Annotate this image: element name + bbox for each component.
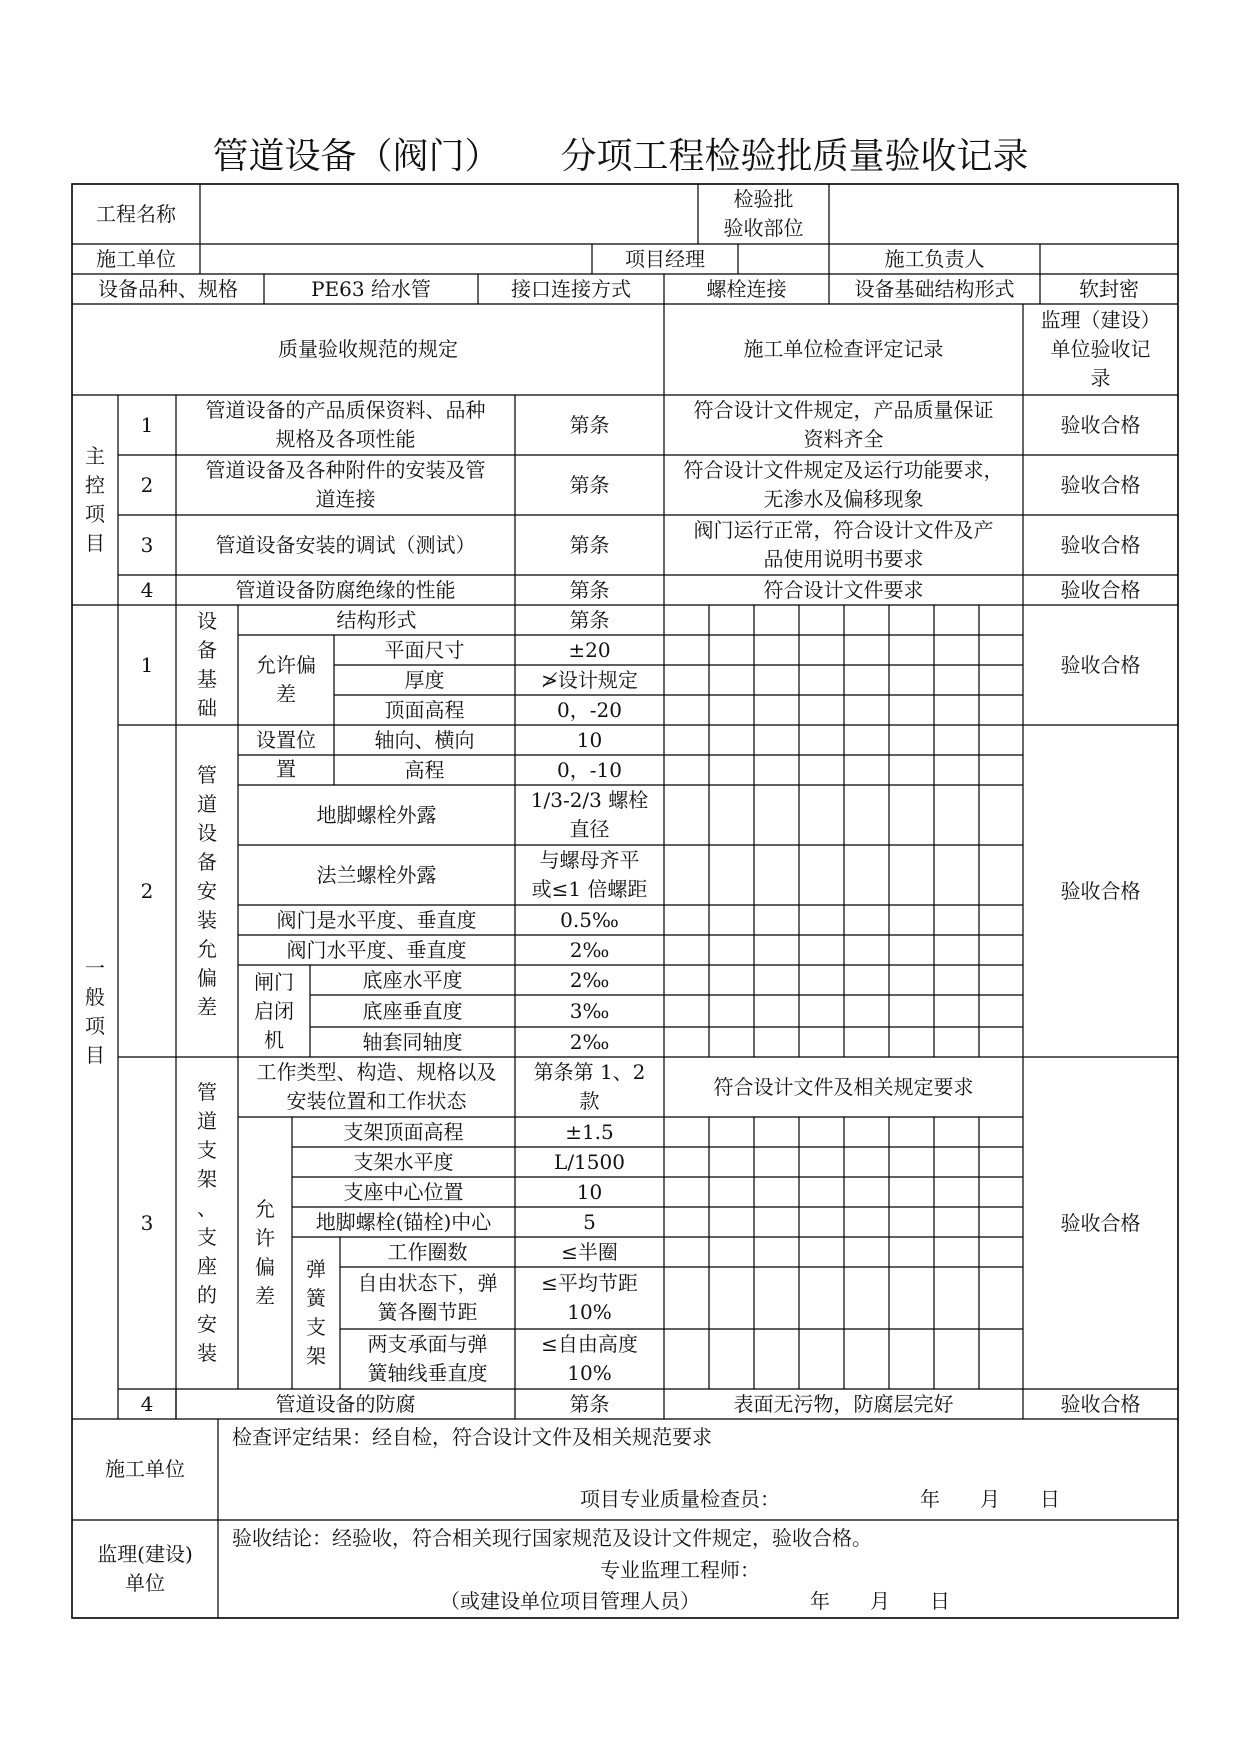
equipment-label: 设备品种、规格 bbox=[98, 276, 238, 301]
s3-spring-item-3-value: ≤自由高度 10% bbox=[541, 1332, 638, 1385]
s2-pos-item-2-value: 0，-10 bbox=[557, 757, 622, 782]
main-group-label: 主 控 项 目 bbox=[85, 444, 105, 555]
s2-result: 验收合格 bbox=[1060, 878, 1141, 903]
footer-construction-label: 施工单位 bbox=[105, 1457, 185, 1481]
main-row-3-result: 验收合格 bbox=[1060, 532, 1141, 557]
foundation-value: 软封密 bbox=[1079, 276, 1139, 301]
project-manager-label: 项目经理 bbox=[625, 246, 705, 271]
s2-gate-item-2-value: 3‰ bbox=[569, 998, 610, 1023]
s2-gate-label: 闸门 启闭 机 bbox=[254, 969, 294, 1052]
general-group-label: 一 般 项 目 bbox=[85, 956, 105, 1067]
s3-item-4-name: 地脚螺栓(锚栓)中心 bbox=[315, 1209, 492, 1234]
main-row-2-record: 符合设计文件规定及运行功能要求， 无渗水及偏移现象 bbox=[683, 458, 1004, 511]
main-row-4-clause: 第条 bbox=[569, 577, 610, 602]
footer-supervision-label: 监理(建设) 单位 bbox=[97, 1542, 193, 1595]
s3-spring-item-3-name: 两支承面与弹 簧轴线垂直度 bbox=[367, 1332, 488, 1385]
s2-position-label: 设置位 置 bbox=[256, 728, 316, 781]
footer-construction-result: 检查评定结果：经自检，符合设计文件及相关规范要求 bbox=[232, 1424, 712, 1449]
s3-item-3-name: 支座中心位置 bbox=[343, 1179, 464, 1204]
column-spec-header: 质量验收规范的规定 bbox=[278, 337, 458, 361]
s2-item-1-value: 1/3-2/3 螺栓 直径 bbox=[530, 788, 649, 841]
project-name-label: 工程名称 bbox=[96, 201, 176, 226]
s1-structure-clause: 第条 bbox=[569, 607, 610, 632]
main-row-3-record: 阀门运行正常，符合设计文件及产 品使用说明书要求 bbox=[693, 518, 994, 571]
s2-item-2-value: 与螺母齐平 或≤1 倍螺距 bbox=[531, 848, 648, 901]
s1-item-1-value: ±20 bbox=[568, 637, 611, 662]
s3-deviation-label: 允 许 偏 差 bbox=[255, 1197, 275, 1308]
general-s1-no: 1 bbox=[140, 652, 154, 677]
s2-item-1-name: 地脚螺栓外露 bbox=[316, 802, 437, 827]
footer-engineer-label: 专业监理工程师： bbox=[600, 1557, 760, 1582]
s3-work-record: 符合设计文件及相关规定要求 bbox=[713, 1074, 974, 1099]
s3-item-4-value: 5 bbox=[583, 1209, 596, 1234]
main-row-1-item: 管道设备的产品质保资料、品种 规格及各项性能 bbox=[205, 398, 486, 451]
general-s1-category: 设 备 基 础 bbox=[197, 609, 217, 720]
main-row-3-clause: 第条 bbox=[569, 532, 610, 557]
s2-item-3-name: 阀门是水平度、垂直度 bbox=[276, 907, 477, 932]
footer-date-1: 年 月 日 bbox=[920, 1486, 1060, 1511]
main-row-4-item: 管道设备防腐绝缘的性能 bbox=[235, 577, 456, 602]
s3-item-3-value: 10 bbox=[576, 1179, 603, 1204]
s3-spring-label: 弹 簧 支 架 bbox=[306, 1257, 326, 1368]
s3-item-2-value: L/1500 bbox=[554, 1149, 625, 1174]
s2-gate-item-1-value: 2‰ bbox=[569, 967, 610, 992]
s3-item-1-value: ±1.5 bbox=[565, 1119, 614, 1144]
main-row-2-clause: 第条 bbox=[569, 472, 610, 497]
s1-structure-label: 结构形式 bbox=[336, 607, 417, 632]
s3-spring-item-1-value: ≤半圈 bbox=[561, 1239, 618, 1264]
s2-item-2-name: 法兰螺栓外露 bbox=[316, 862, 437, 887]
joint-label: 接口连接方式 bbox=[511, 276, 631, 301]
s2-pos-item-2-name: 高程 bbox=[404, 757, 445, 782]
inspection-lot-field[interactable] bbox=[829, 184, 1178, 244]
main-row-2-no: 2 bbox=[140, 472, 154, 497]
main-row-4-result: 验收合格 bbox=[1060, 577, 1141, 602]
s3-spring-item-2-name: 自由状态下，弹 簧各圈节距 bbox=[357, 1271, 498, 1324]
footer-date-2: 年 月 日 bbox=[810, 1588, 950, 1613]
s3-item-1-name: 支架顶面高程 bbox=[343, 1119, 464, 1144]
main-row-2-result: 验收合格 bbox=[1060, 472, 1141, 497]
s3-item-2-name: 支架水平度 bbox=[353, 1149, 454, 1174]
s4-item: 管道设备的防腐 bbox=[275, 1391, 416, 1416]
s1-result: 验收合格 bbox=[1060, 652, 1141, 677]
s1-item-2-value: ≯设计规定 bbox=[541, 667, 638, 692]
title-part2: 分项工程检验批质量验收记录 bbox=[560, 136, 1029, 177]
footer-owner-label: （或建设单位项目管理人员） bbox=[440, 1588, 700, 1613]
main-row-1-record: 符合设计文件规定，产品质量保证 资料齐全 bbox=[693, 398, 994, 451]
s3-result: 验收合格 bbox=[1060, 1210, 1141, 1235]
main-row-2-item: 管道设备及各种附件的安装及管 道连接 bbox=[205, 458, 486, 511]
inspection-lot-label: 检验批 验收部位 bbox=[723, 187, 804, 240]
s3-spring-item-1-name: 工作圈数 bbox=[387, 1239, 468, 1264]
footer-inspector-label: 项目专业质量检查员： bbox=[580, 1486, 780, 1511]
s2-item-3-value: 0.5‰ bbox=[560, 907, 619, 932]
s2-pos-item-1-value: 10 bbox=[576, 727, 603, 752]
s2-gate-item-2-name: 底座垂直度 bbox=[362, 998, 463, 1023]
s3-spring-item-2-value: ≤平均节距 10% bbox=[541, 1271, 638, 1324]
s1-item-2-name: 厚度 bbox=[404, 667, 445, 692]
construction-lead-field[interactable] bbox=[1040, 244, 1178, 274]
s4-result: 验收合格 bbox=[1060, 1391, 1141, 1416]
s2-gate-item-3-value: 2‰ bbox=[569, 1029, 610, 1054]
main-row-3-item: 管道设备安装的调试（测试） bbox=[215, 532, 476, 557]
general-s2-no: 2 bbox=[140, 878, 154, 903]
s3-work-label: 工作类型、构造、规格以及 安装位置和工作状态 bbox=[256, 1060, 497, 1113]
construction-unit-label: 施工单位 bbox=[96, 246, 176, 271]
title-part1: 管道设备（阀门） bbox=[212, 136, 501, 177]
s1-item-3-name: 顶面高程 bbox=[384, 697, 465, 722]
project-manager-field[interactable] bbox=[738, 244, 829, 274]
s2-gate-item-1-name: 底座水平度 bbox=[362, 967, 463, 992]
general-s3-category: 管 道 支 架 、 支 座 的 安 装 bbox=[197, 1080, 217, 1365]
s4-record: 表面无污物，防腐层完好 bbox=[733, 1391, 954, 1416]
main-row-4-no: 4 bbox=[140, 577, 154, 602]
s1-item-3-value: 0，-20 bbox=[557, 697, 622, 722]
foundation-label: 设备基础结构形式 bbox=[854, 276, 1015, 301]
main-row-1-result: 验收合格 bbox=[1060, 412, 1141, 437]
s2-item-4-name: 阀门水平度、垂直度 bbox=[286, 937, 467, 962]
main-row-3-no: 3 bbox=[140, 532, 154, 557]
footer-supervision-result: 验收结论：经验收，符合相关现行国家规范及设计文件规定，验收合格。 bbox=[232, 1525, 872, 1550]
general-s4-no: 4 bbox=[140, 1391, 154, 1416]
column-supervision-header: 监理（建设） 单位验收记 录 bbox=[1040, 308, 1161, 390]
column-record-header: 施工单位检查评定记录 bbox=[743, 337, 944, 361]
construction-lead-label: 施工负责人 bbox=[884, 246, 985, 271]
s2-item-4-value: 2‰ bbox=[569, 937, 610, 962]
main-row-1-clause: 第条 bbox=[569, 412, 610, 437]
joint-value: 螺栓连接 bbox=[706, 276, 787, 301]
project-name-field[interactable] bbox=[200, 184, 698, 244]
s2-pos-item-1-name: 轴向、横向 bbox=[374, 727, 475, 752]
s1-item-1-name: 平面尺寸 bbox=[384, 637, 465, 662]
s4-clause: 第条 bbox=[569, 1391, 610, 1416]
main-row-4-record: 符合设计文件要求 bbox=[763, 577, 924, 602]
construction-unit-field[interactable] bbox=[200, 244, 592, 274]
main-row-1-no: 1 bbox=[140, 412, 154, 437]
s1-deviation-label: 允许偏 差 bbox=[256, 653, 316, 706]
s2-gate-item-3-name: 轴套同轴度 bbox=[362, 1029, 463, 1054]
s3-work-clause: 第条第 1、2 款 bbox=[533, 1060, 646, 1113]
general-s3-no: 3 bbox=[140, 1210, 154, 1235]
equipment-value: PE63 给水管 bbox=[311, 276, 431, 301]
general-s2-category: 管 道 设 备 安 装 允 偏 差 bbox=[197, 762, 217, 1019]
